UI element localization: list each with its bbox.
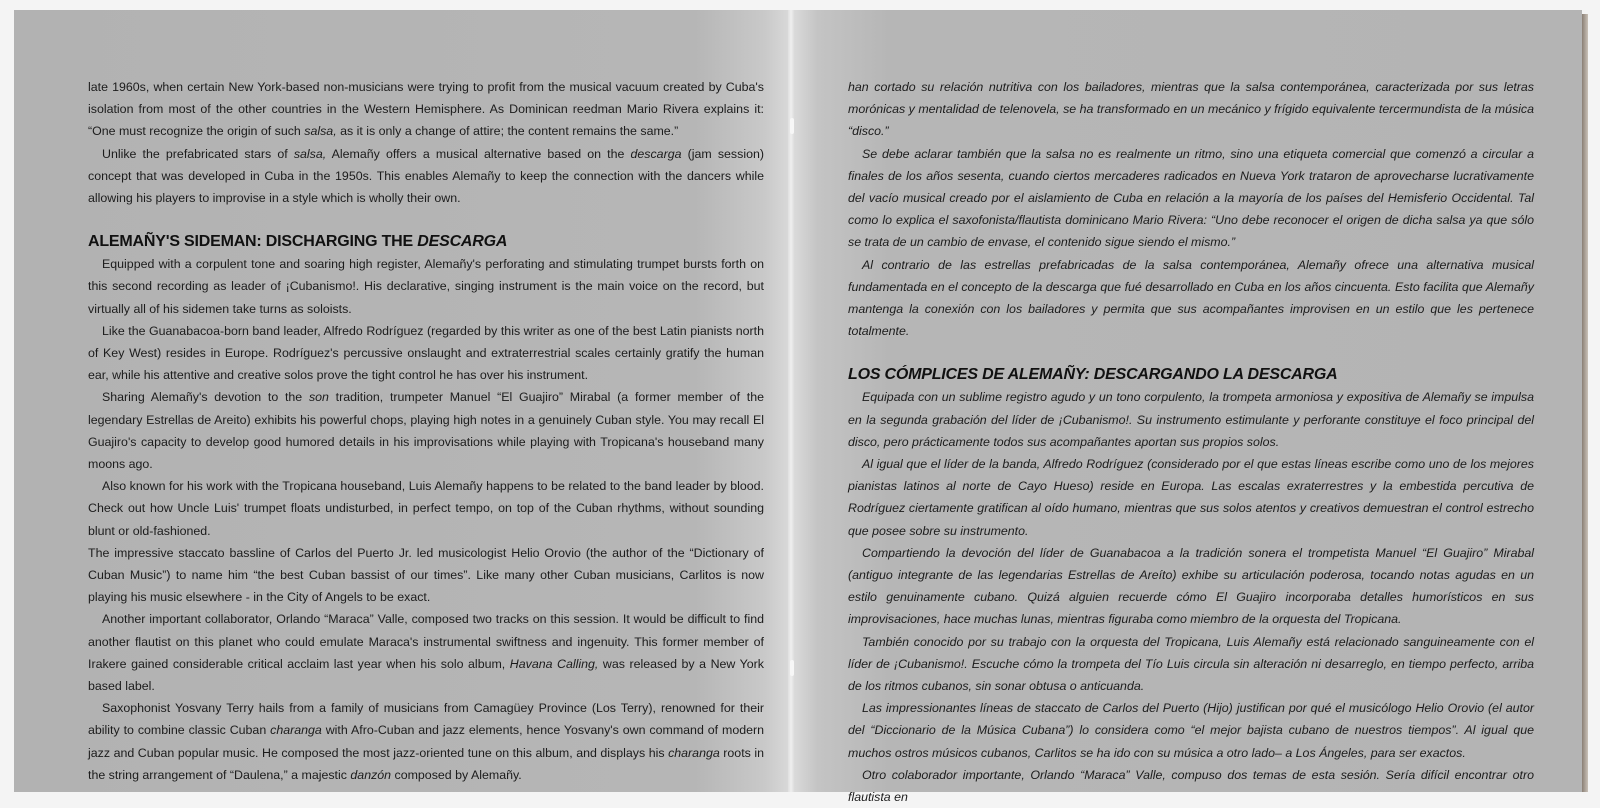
paragraph: Unlike the prefabricated stars of salsa, Alemañy offers a musical alternative based on the descarga (jam session) concept that was developed in Cuba in the 1950s. This enables Alemañy to keep the connection with the dancers while allowing his players to improvise in a style which is wholly their own. xyxy=(88,146,764,206)
left-page xyxy=(14,10,788,792)
paragraph: Se debe aclarar también que la salsa no es realmente un ritmo, sino una etiqueta comercial que comenzó a circular a finales de los años sesenta, cuando ciertos mercaderes radicados en Nueva York trataron de aprovecharse lucrativamente del vacío musical creado por el aislamiento de Cuba en relación a la mayoría de los países del Hemisferio Occidental. Tal como lo explica el saxofonista/flautista dominicano Mario Rivera: “Uno debe reconocer el origen de dicha salsa ya que sólo se trata de un cambio de envase, el contenido sigue siendo el mismo.” xyxy=(848,146,1534,250)
paragraph: Like the Guanabacoa-born band leader, Alfredo Rodríguez (regarded by this writer as one of the best Latin pianists north of Key West) resides in Europe. Rodríguez's percussive onslaught and extraterrestrial scales certainly gratify the human ear, while his attentive and creative solos prove the tight control he has over his instrument. xyxy=(88,323,764,383)
paragraph: Al igual que el líder de la banda, Alfredo Rodríguez (considerado por el que estas líneas escribe como uno de los mejores pianistas latinos al norte de Cayo Hueso) reside en Europa. Las escalas exraterrestres y la embestida percutiva de Rodríguez ciertamente gratifican al oído humano, mientras que sus solos atentos y creativos demuestran el control estrecho que posee sobre su instrumento. xyxy=(848,457,1534,538)
paragraph: han cortado su relación nutritiva con los bailadores, mientras que la salsa contemporánea, caracterizada por sus letras morónicas y mentalidad de telenovela, se ha transformado en un mecánico y frígido equivalente tercermundista de la música “disco.” xyxy=(848,80,1534,139)
left-page-text xyxy=(88,76,764,786)
right-page-text xyxy=(848,76,1534,808)
paragraph: The impressive staccato bassline of Carlos del Puerto Jr. led musicologist Helio Orovio (the author of the “Dictionary of Cuban Music”) to name him “the best Cuban bassist of our times”. Like many other Cuban musicians, Carlitos is now playing his music elsewhere - in the City of Angels to be exact. xyxy=(88,545,764,605)
paragraph: También conocido por su trabajo con la orquesta del Tropicana, Luis Alemañy está relacionado sanguineamente con el líder de ¡Cubanismo!. Escuche cómo la trompeta del Tío Luis circula sin alteración ni desarreglo, en tiempo perfecto, arriba de los ritmos cubanos, sin sonar obtusa o anticuanda. xyxy=(848,634,1534,694)
paragraph: Compartiendo la devoción del líder de Guanabacoa a la tradición sonera el trompetista Manuel “El Guajiro” Mirabal (antiguo integrante de las legendarias Estrellas de Areíto) exhibe su articulación poderosa, tocando notas agudas en un estilo genuinamente cubano. Quizá alguien recuerde cómo El Guajiro incorporaba detalles humorísticos en sus improvisaciones, hace muchas lunas, mientras figuraba como miembro de la orquesta del Tropicana. xyxy=(848,545,1534,627)
paragraph: late 1960s, when certain New York-based non-musicians were trying to profit from the musical vacuum created by Cuba's isolation from most of the other countries in the Western Hemisphere. As Dominican reedman Mario Rivera explains it: “One must recognize the origin of such salsa, as it is only a change of attire; the content remains the same.” xyxy=(88,80,764,139)
paragraph: Another important collaborator, Orlando “Maraca” Valle, composed two tracks on this session. It would be difficult to find another flautist on this planet who could emulate Maraca's instrumental swiftness and ingenuity. This former member of Irakere gained considerable critical acclaim last year when his solo album, Havana Calling, was released by a New York based label. xyxy=(88,612,764,694)
section-heading: LOS CÓMPLICES DE ALEMAÑY: DESCARGANDO LA DESCARGA xyxy=(848,366,1338,384)
paragraph: Saxophonist Yosvany Terry hails from a family of musicians from Camagüey Province (Los Terry), renowned for their ability to combine classic Cuban charanga with Afro-Cuban and jazz elements, hence Yosvany's own command of modern jazz and Cuban popular music. He composed the most jazz-oriented tune on this album, and displays his charanga roots in the string arrangement of “Daulena,” a majestic danzón composed by Alemañy. xyxy=(88,701,765,782)
paragraph: Al contrario de las estrellas prefabricadas de la salsa contemporánea, Alemañy ofrece una alternativa musical fundamentada en el concepto de la descarga que fué desarrollado en Cuba en los años cincuenta. Esto facilita que Alemañy mantenga la conexión con los bailadores y permita que sus acompañantes improvisen en un estilo que les pertenece totalmente. xyxy=(848,257,1534,339)
page-edge xyxy=(1582,14,1588,792)
right-page xyxy=(794,10,1582,805)
paragraph: Las impressionantes líneas de staccato de Carlos del Puerto (Hijo) justifican por qué el musicólogo Helio Orovio (el autor del “Diccionario de la Música Cubana”) lo considera como “el mejor bajista cubano de nuestros tiempos”. Al igual que muchos ostros músicos cubanos, Carlitos se ha ido con su música a otro lado– a Los Ángeles, para ser exactos. xyxy=(848,701,1534,760)
paragraph: Sharing Alemañy's devotion to the son tradition, trumpeter Manuel “El Guajiro” Mirabal (a former member of the legendary Estrellas de Areito) exhibits his powerful chops, playing high notes in a genuinely Cuban style. You may recall El Guajiro's capacity to develop good humored details in his improvisations while playing with Tropicana's houseband many moons ago. xyxy=(88,390,764,472)
paragraph: Also known for his work with the Tropicana houseband, Luis Alemañy happens to be related to the band leader by blood. Check out how Uncle Luis' trumpet floats undisturbed, in perfect tempo, on top of the Cuban rhythms, without sounding blunt or old-fashioned. xyxy=(88,479,764,538)
paragraph: Equipada con un sublime registro agudo y un tono corpulento, la trompeta armoniosa y expositiva de Alemañy se impulsa en la segunda grabación del líder de ¡Cubanismo!. Su instrumento estimulante y perforante constituye el foco principal del disco, pero prácticamente todos sus acompañantes aportan sus propios solos. xyxy=(848,390,1534,449)
section-heading: ALEMAÑY'S SIDEMAN: DISCHARGING THE DESCARGA xyxy=(88,233,508,251)
paragraph: Equipped with a corpulent tone and soaring high register, Alemañy's perforating and stimulating trumpet bursts forth on this second recording as leader of ¡Cubanismo!. His declarative, singing instrument is the main voice on the record, but virtually all of his sidemen take turns as soloists. xyxy=(88,257,764,316)
paragraph: Otro colaborador importante, Orlando “Maraca” Valle, compuso dos temas de esta sesión. Sería difícil encontrar otro flautista en xyxy=(848,767,1534,805)
